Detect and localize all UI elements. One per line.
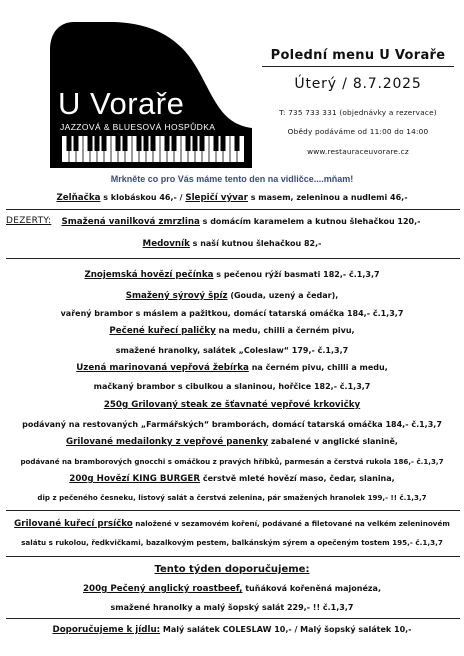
dish-desc: čerstvě mleté hovězí maso, čedar, slanina, [200,474,395,483]
dish-desc: na medu, chilli a černém pivu, [215,326,355,335]
dish-desc: na černém pivu, chilli a medu, [248,363,388,372]
salad-name: Grilované kuřecí prsíčko [14,519,133,529]
dish-desc: podávané na bramborových gnocchi s omáčkou z pravých hříbků, parmesán a čerstvá rukola 186,- č.1,3,7 [20,457,444,466]
divider [6,209,460,210]
dish-desc: s pečenou rýží basmati 182,- č.1,3,7 [213,270,380,279]
dish-desc: mačkaný brambor s cibulkou a slaninou, hořčice 182,- č.1,3,7 [93,382,371,391]
logo-subtitle: JAZZOVÁ & BLUESOVÁ HOSPŮDKA [60,122,216,132]
tagline: Mrkněte co pro Vás máme tento den na vidličce....mňam! [110,174,354,184]
dessert1-desc: s domácím karamelem a kutnou šlehačkou 120,- [199,217,421,226]
main-line [0,400,464,410]
recommend-label: Doporučujeme k jídlu: [52,625,161,635]
week-dish-line [0,584,464,594]
phone-text: T: 735 733 331 (objednávky a rezervace) [279,108,437,117]
title-underline [262,66,454,67]
dish-desc: vařený brambor s máslem a pažitkou, domácí tatarská omáčka 184,- č.1,3,7 [60,309,404,318]
divider [6,556,460,557]
main-line [0,474,464,484]
main-line [0,382,464,391]
main-line [0,291,464,301]
main-line [0,309,464,318]
dish-desc: dip z pečeného česneku, listový salát a čerstvá zelenina, pár smažených hranolek 199,- !! č.1,3,7 [37,493,427,502]
main-line [0,270,464,280]
dish-name: Uzená marinovaná vepřová žebírka [76,363,249,373]
opening-hours-text: Obědy podáváme od 11:00 do 14:00 [287,127,429,136]
website-text: www.restauraceuvorare.cz [307,147,409,156]
main-line [0,457,464,466]
dessert2-name: Medovník [142,239,190,249]
week-dish-desc: tuňáková kořeněná majonéza, [242,584,381,593]
dish-desc: zabalené v anglické slanině, [268,437,398,446]
dish-name: Grilované medailonky z vepřové panenky [66,437,269,447]
week-dish-desc: smažené hranolky a malý šopský salát 229,- !! č.1,3,7 [110,603,354,612]
divider [6,510,460,511]
dish-desc: (Gouda, uzený a čedar), [227,291,339,300]
week-title: Tento týden doporučujeme: [154,564,310,575]
dessert2-desc: s naší kutnou šlehačkou 82,- [189,239,322,248]
dish-name: Pečené kuřecí paličky [109,326,216,336]
soup1-name: Zelňačka [56,193,101,203]
menu-date: Úterý / 8.7.2025 [294,76,422,92]
dish-desc: podávaný na restovaných „Farmářských“ bramborách, domácí tatarská omáčka 184,- č.1,3,7 [22,420,442,429]
main-line [0,363,464,373]
salad-desc: naložené v sezamovém koření, podávané a filetované na velkém zeleninovém [132,519,450,528]
dish-name: Znojemská hovězí pečínka [84,270,214,280]
desserts-label: DEZERTY: [6,216,52,226]
soups-line [0,193,464,203]
main-line [0,326,464,336]
logo-name: U Voraře [58,86,185,121]
soup2-name: Slepičí vývar [185,193,248,203]
main-line [0,437,464,447]
week-dish-name: 200g Pečený anglický roastbeef, [83,584,243,594]
divider [6,258,460,259]
recommend-line [0,625,464,635]
main-line [0,493,464,502]
week-title-line [0,564,464,575]
restaurant-logo [50,22,252,168]
dessert1-name: Smažená vanilková zmrzlina [61,217,200,227]
recommend-text: Malý salátek COLESLAW 10,- / Malý šopský salátek 10,- [160,625,412,634]
soup1-desc: s klobáskou 46,- / [100,193,186,202]
dessert-line-2 [0,239,464,249]
dish-name: Smažený sýrový špíz [125,291,228,301]
soup2-desc: s masem, zeleninou a nudlemi 46,- [247,193,408,202]
salad-line-1 [0,519,464,529]
dish-name: 200g Hovězí KING BURGER [69,474,201,484]
menu-title: Polední menu U Voraře [270,48,446,63]
main-line [0,420,464,429]
main-line [0,346,464,355]
divider [6,618,460,619]
dessert-line-1 [18,217,464,227]
week-dish-line-2 [0,603,464,612]
salad-line-2 [0,538,464,547]
dish-desc: smažené hranolky, salátek „Coleslaw“ 179,- č.1,3,7 [115,346,349,355]
salad-desc: salátu s rukolou, ředkvičkami, bazalkovým pestem, balkánským sýrem a opečeným tostem 195,- č.1,3,7 [21,538,443,547]
dish-name: 250g Grilovaný steak ze šťavnaté vepřové krkovičky [103,400,361,410]
